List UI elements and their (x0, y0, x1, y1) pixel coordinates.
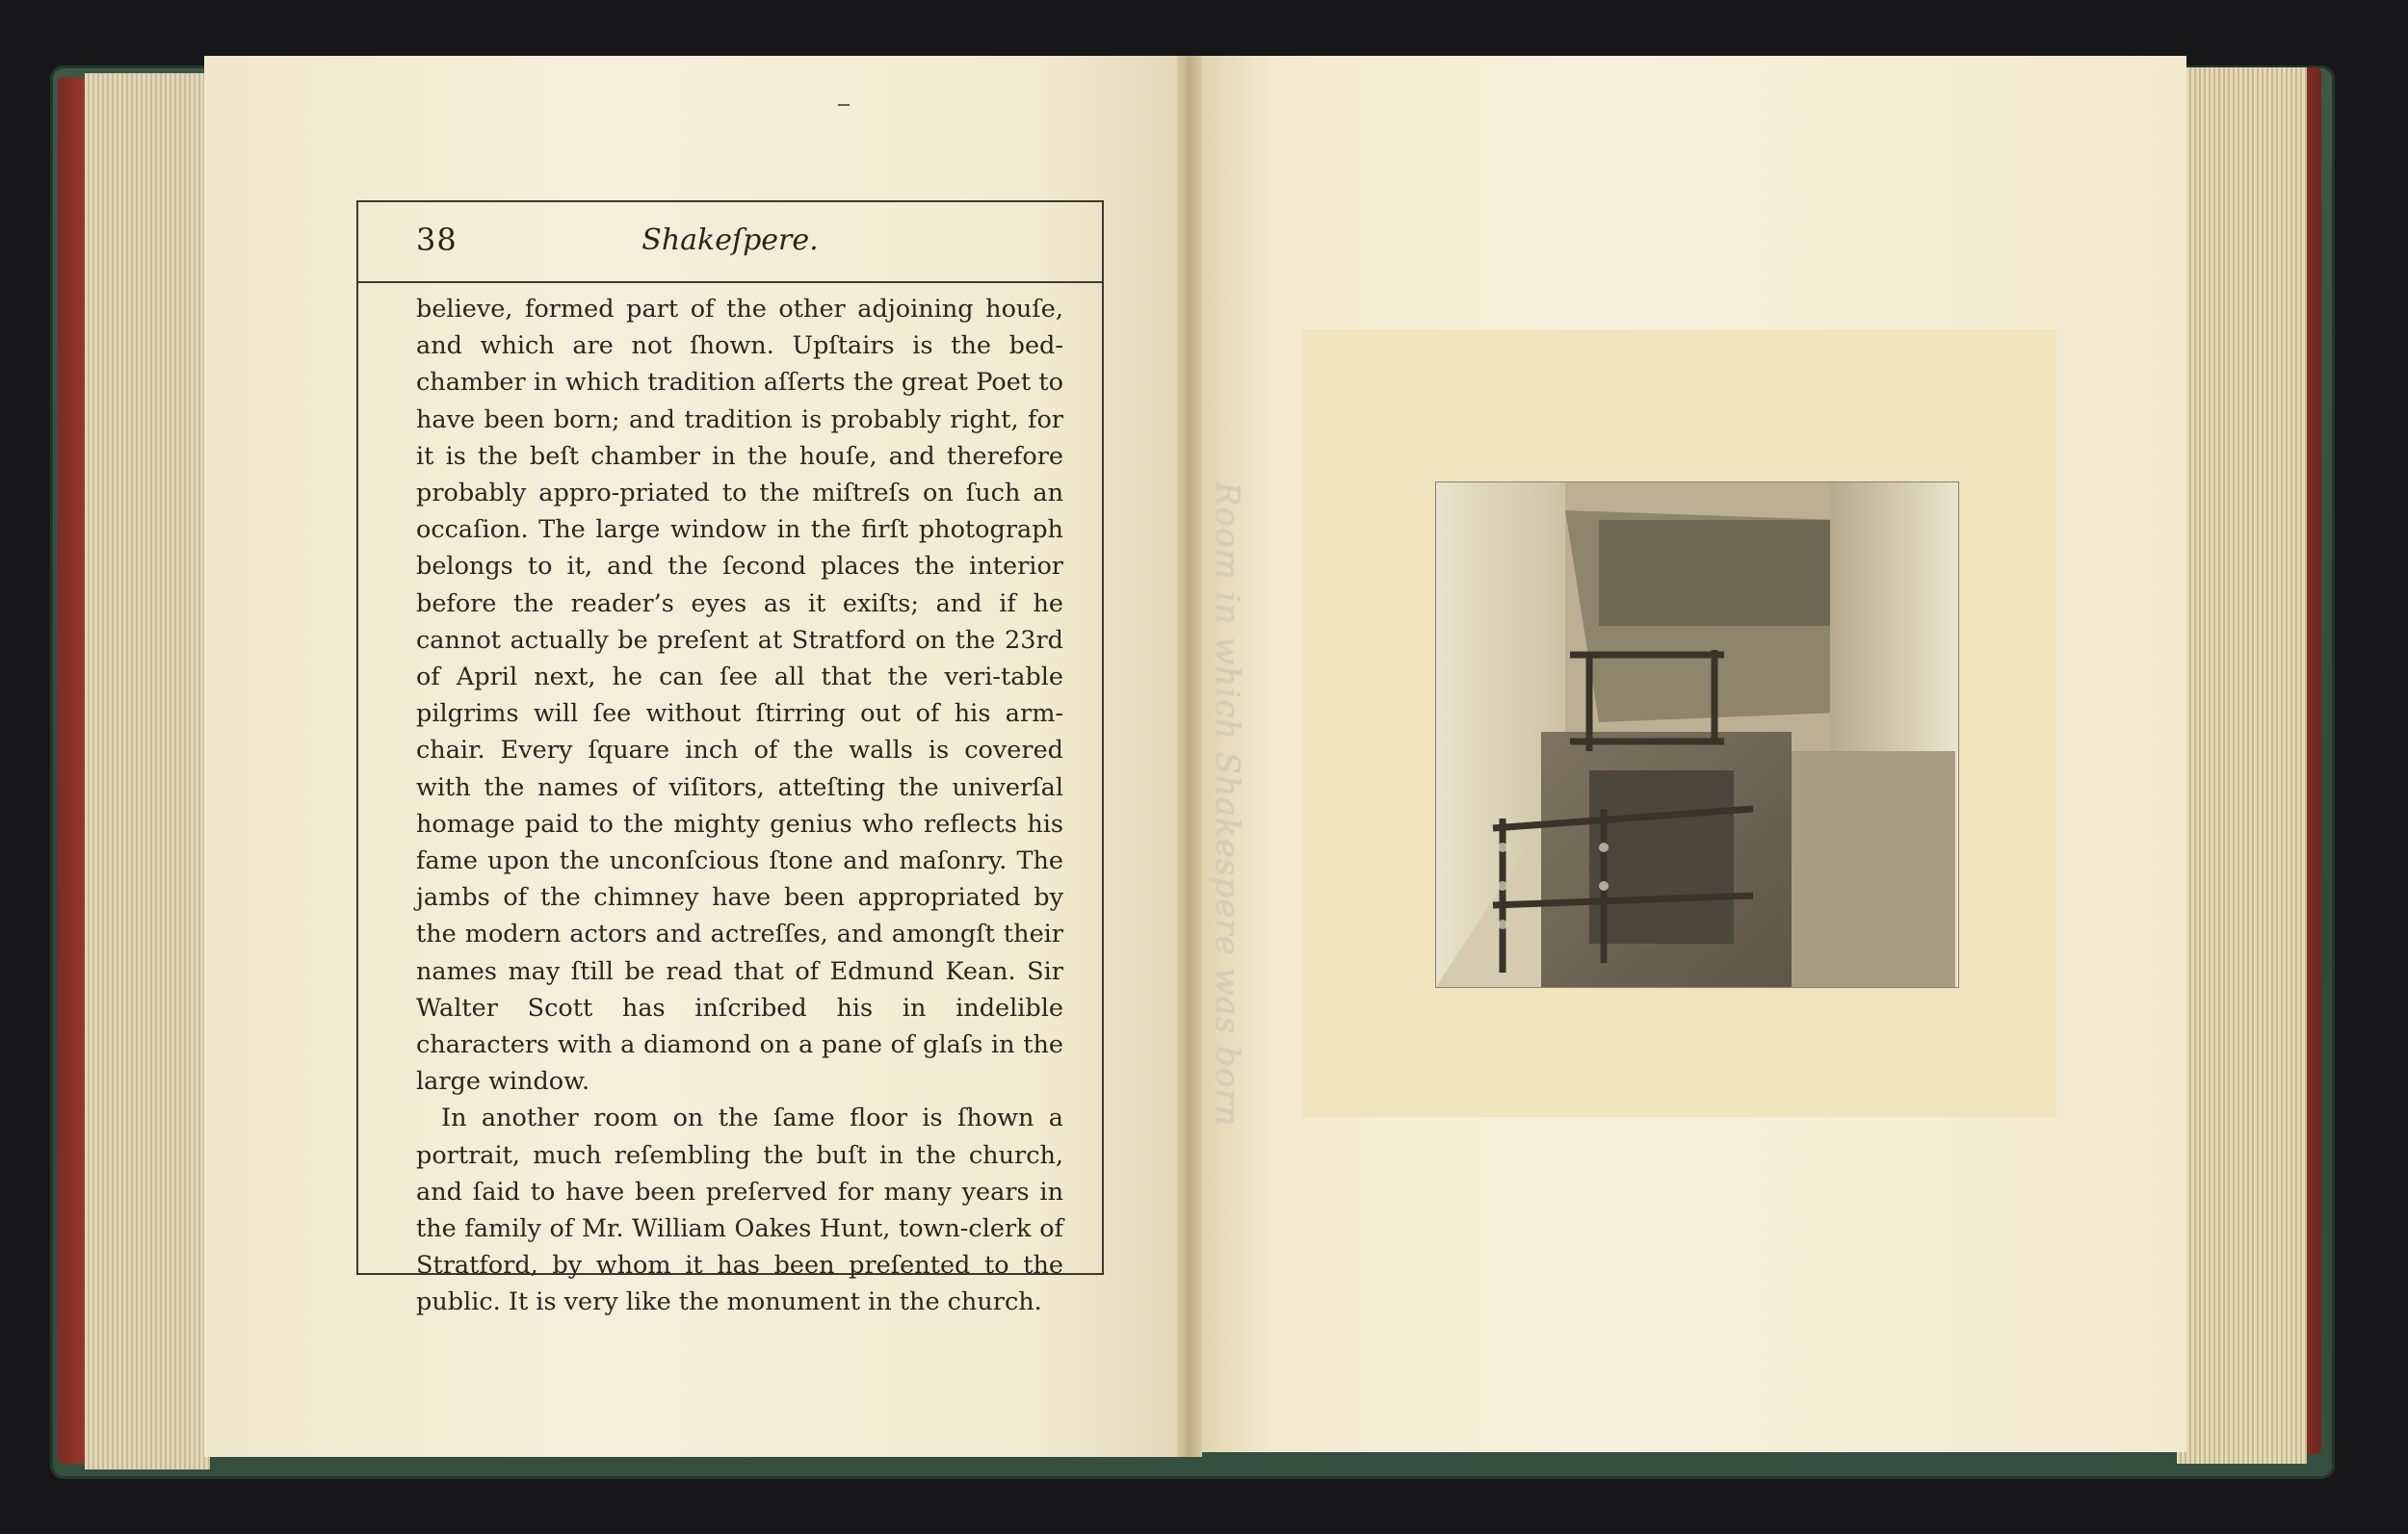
room-photograph (1435, 481, 1959, 988)
plate-caption (1200, 481, 1258, 1128)
text-frame (356, 200, 1104, 1317)
running-title: Shakeſpere. (641, 223, 819, 257)
paragraph: In another room on the ſame floor is ſhown a portrait, much reſembling the buſt in the church, and ſaid to have been preſerved for many years in the family of Mr. William Oakes Hunt, town-clerk of Stratford, by whom it has been preſented to the public. It is very like the monument in the church. (416, 1104, 1063, 1317)
printer-mark (838, 104, 850, 106)
paragraph: believe, formed part of the other adjoining houſe, and which are not ſhown. Upſtairs is the bed-chamber in which tradition aſſerts the great Poet to have been born; and tradition is probably right, for it is the beſt chamber in the houſe, and therefore probably appro-priated to the miſtreſs on ſuch an occaſion. The large window in the firſt photograph belongs to it, and the ſecond places the interior before the reader’s eyes as it exiſts; and if he cannot actually be preſent at Stratford on the 23rd of April next, he can ſee all that the veri-table pilgrims will ſee without ſtirring out of his arm-chair. Every ſquare inch of the walls is covered with the names of viſitors, atteſting the univerſal homage paid to the mighty genius who reflects his fame upon the unconſcious ſtone and maſonry. The jambs of the chimney have been appropriated by the modern actors and actreſſes, and amongſt their names may ſtill be read that of Edmund Kean. Sir Walter Scott has inſcribed his in indelible characters with a diamond on a pane of glaſs in the large window. (416, 295, 1063, 1097)
page-stack-right (2177, 67, 2307, 1464)
header-rule (358, 281, 1102, 283)
body-text (416, 291, 1063, 1321)
caption-text: Room in which Shakespere was born (1208, 481, 1246, 1128)
cover-edge-left (58, 77, 87, 1464)
page-number: 38 (416, 221, 458, 258)
book-gutter (1177, 56, 1202, 1457)
page-stack-left (85, 73, 210, 1469)
room-photograph-image (1435, 481, 1959, 988)
